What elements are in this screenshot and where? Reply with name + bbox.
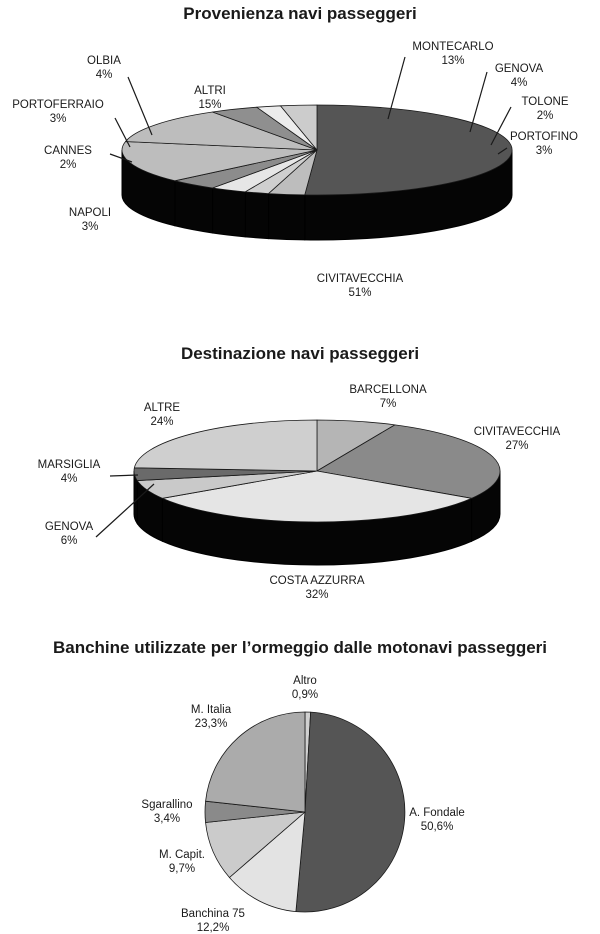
slice-value-altri: 15%: [198, 99, 222, 111]
slice-label-altro: Altro: [293, 675, 317, 687]
slice-value-m-italia: 23,3%: [194, 718, 228, 730]
slice-value-montecarlo: 13%: [441, 55, 465, 67]
chart-title: Destinazione navi passeggeri: [180, 344, 420, 363]
chart-title: Provenienza navi passeggeri: [183, 4, 417, 23]
slice-label-portoferraio: PORTOFERRAIO: [12, 99, 104, 111]
slice-label-cannes: CANNES: [44, 145, 92, 157]
slice-label-costa-azzurra: COSTA AZZURRA: [269, 575, 365, 587]
leader-line-portoferraio: [115, 118, 130, 147]
pie-side-portoferraio: [213, 188, 246, 237]
slice-label-m-capit: M. Capit.: [158, 849, 206, 861]
leader-line-olbia: [128, 77, 152, 135]
slice-label-banchina-75: Banchina 75: [181, 908, 245, 920]
slice-value-portoferraio: 3%: [49, 113, 67, 125]
slice-label-napoli: NAPOLI: [68, 207, 112, 219]
slice-value-altro: 0,9%: [291, 689, 319, 701]
slice-label-m-italia: M. Italia: [190, 704, 232, 716]
slice-value-portofino: 3%: [535, 145, 553, 157]
slice-label-altre: ALTRE: [143, 402, 181, 414]
slice-label-barcellona: BARCELLONA: [349, 384, 427, 396]
slice-label-olbia: OLBIA: [87, 55, 121, 67]
slice-value-tolone: 2%: [536, 110, 554, 122]
pie-slice-a-fondale: [296, 712, 405, 912]
slice-label-sgarallino: Sgarallino: [141, 799, 193, 811]
slice-value-a-fondale: 50,6%: [420, 821, 454, 833]
chart-destinazione: [38, 384, 561, 601]
slice-value-marsiglia: 4%: [60, 473, 78, 485]
chart-banchine: [141, 675, 464, 934]
slice-value-m-capit: 9,7%: [168, 863, 196, 875]
slice-label-portofino: PORTOFINO: [510, 131, 578, 143]
slice-value-altre: 24%: [150, 416, 174, 428]
slice-label-altri: ALTRI: [194, 85, 226, 97]
slice-label-civitavecchia: CIVITAVECCHIA: [473, 426, 561, 438]
slice-value-barcellona: 7%: [379, 398, 397, 410]
slice-value-sgarallino: 3,4%: [153, 813, 181, 825]
slice-value-cannes: 2%: [59, 159, 77, 171]
slice-label-genova: GENOVA: [494, 63, 544, 75]
slice-label-genova: GENOVA: [44, 521, 94, 533]
pie-side-cannes: [245, 192, 268, 239]
slice-label-montecarlo: MONTECARLO: [412, 41, 494, 53]
slice-value-civitavecchia: 27%: [505, 440, 529, 452]
slice-value-olbia: 4%: [95, 69, 113, 81]
slice-label-marsiglia: MARSIGLIA: [37, 459, 101, 471]
slice-value-genova: 6%: [60, 535, 78, 547]
slice-label-tolone: TOLONE: [521, 96, 569, 108]
pie-side-olbia: [175, 181, 213, 233]
chart-title: Banchine utilizzate per l’ormeggio dalle motonavi passeggeri: [52, 638, 548, 657]
chart-provenienza: [12, 41, 578, 299]
slice-label-civitavecchia: CIVITAVECCHIA: [316, 273, 404, 285]
slice-value-banchina-75: 12,2%: [196, 922, 230, 934]
leader-line-genova: [470, 72, 487, 132]
pie-side-napoli: [269, 194, 305, 240]
slice-value-costa-azzurra: 32%: [305, 589, 329, 601]
slice-value-civitavecchia: 51%: [348, 287, 372, 299]
slice-value-genova: 4%: [510, 77, 528, 89]
slice-label-a-fondale: A. Fondale: [409, 807, 465, 819]
slice-value-napoli: 3%: [81, 221, 99, 233]
